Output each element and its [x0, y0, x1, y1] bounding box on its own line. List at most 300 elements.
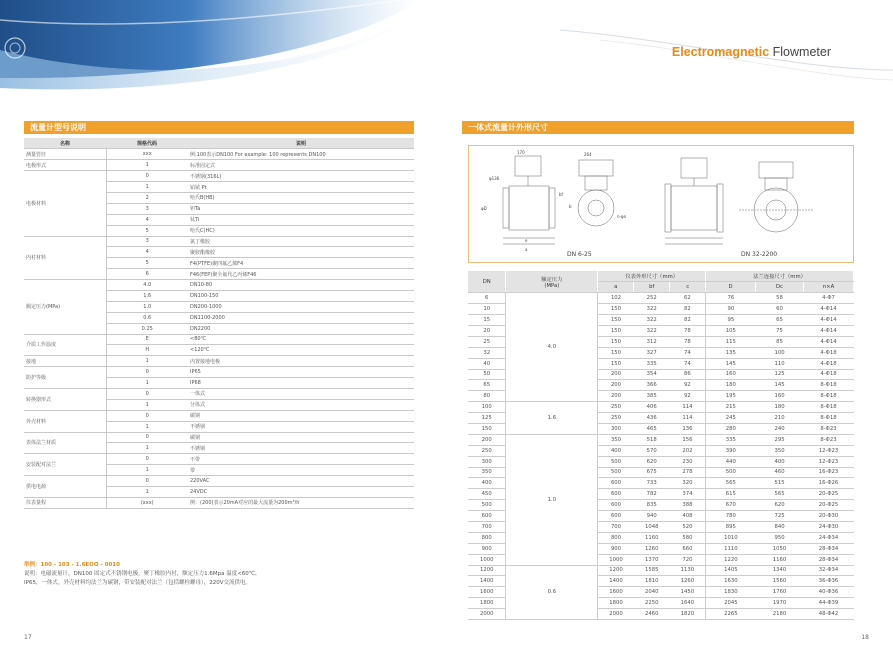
- spec-description: IP68: [188, 378, 414, 389]
- spec-description: 哈氏B(HB): [188, 192, 414, 203]
- Dc-cell: 60: [756, 304, 804, 315]
- spec-description: 不锈钢(316L): [188, 171, 414, 182]
- dim-label-e: e: [525, 238, 528, 243]
- spec-code: 1: [106, 160, 188, 171]
- D-cell: 1405: [706, 565, 756, 576]
- table-row: [24, 280, 414, 291]
- dim-label-264: 264: [584, 152, 592, 157]
- nxa-cell: 12-Φ23: [803, 456, 853, 467]
- spec-code: 0: [106, 367, 188, 378]
- spec-description: 氯丁橡胶: [188, 236, 414, 247]
- D-cell: 390: [706, 445, 756, 456]
- D-cell: 95: [706, 315, 756, 326]
- bf-cell: 675: [634, 467, 670, 478]
- Dc-cell: 840: [756, 521, 804, 532]
- spec-code: 0: [106, 410, 188, 421]
- spec-code: 0: [106, 454, 188, 465]
- nxa-cell: 16-Φ23: [803, 467, 853, 478]
- pressure-cell: 1.0: [506, 434, 598, 565]
- header-a: a: [598, 282, 634, 293]
- spec-code: E: [106, 334, 188, 345]
- c-cell: 520: [670, 521, 706, 532]
- D-cell: 2265: [706, 609, 756, 620]
- spec-description: 钛Ti: [188, 214, 414, 225]
- bf-cell: 312: [634, 336, 670, 347]
- bf-cell: 940: [634, 511, 670, 522]
- a-cell: 1000: [598, 554, 634, 565]
- dn-cell: 900: [468, 543, 506, 554]
- a-cell: 200: [598, 369, 634, 380]
- c-cell: 278: [670, 467, 706, 478]
- header-D: D: [706, 282, 756, 293]
- c-cell: 1450: [670, 587, 706, 598]
- bf-cell: 322: [634, 315, 670, 326]
- dimension-drawing-panel: [468, 145, 854, 263]
- Dc-cell: 1160: [756, 554, 804, 565]
- model-code-table: [24, 138, 414, 509]
- D-cell: 76: [706, 293, 756, 304]
- a-cell: 200: [598, 391, 634, 402]
- c-cell: 1640: [670, 598, 706, 609]
- field-name: 测量管径: [24, 149, 106, 160]
- dn-cell: 600: [468, 511, 506, 522]
- field-name: 防护等级: [24, 367, 106, 389]
- field-name: 安装配对法兰: [24, 454, 106, 476]
- dn-cell: 100: [468, 402, 506, 413]
- table-row: [24, 497, 414, 508]
- pressure-cell: 4.0: [506, 293, 598, 402]
- bf-cell: 1048: [634, 521, 670, 532]
- spec-code: 4: [106, 214, 188, 225]
- dim-label-b: b: [569, 204, 572, 209]
- c-cell: 720: [670, 554, 706, 565]
- bf-cell: 733: [634, 478, 670, 489]
- D-cell: 1220: [706, 554, 756, 565]
- nxa-cell: 12-Φ23: [803, 445, 853, 456]
- table-row: [468, 402, 854, 413]
- spec-description: 不锈钢: [188, 443, 414, 454]
- c-cell: 136: [670, 423, 706, 434]
- dn-cell: 6: [468, 293, 506, 304]
- spec-description: 一体式: [188, 388, 414, 399]
- bf-cell: 322: [634, 325, 670, 336]
- header-nxa: n×A: [803, 282, 853, 293]
- Dc-cell: 75: [756, 325, 804, 336]
- dn-cell: 32: [468, 347, 506, 358]
- spec-code: 5: [106, 258, 188, 269]
- nxa-cell: 4-Φ18: [803, 358, 853, 369]
- a-cell: 1800: [598, 598, 634, 609]
- c-cell: 82: [670, 315, 706, 326]
- Dc-cell: 210: [756, 413, 804, 424]
- header-dn: DN: [468, 271, 506, 293]
- table-row: [24, 334, 414, 345]
- spec-description: F4(PTFE)聚四氟乙烯F4: [188, 258, 414, 269]
- D-cell: 670: [706, 500, 756, 511]
- D-cell: 215: [706, 402, 756, 413]
- spec-code: 0: [106, 432, 188, 443]
- dimension-table: [468, 271, 854, 620]
- a-cell: 800: [598, 532, 634, 543]
- D-cell: 145: [706, 358, 756, 369]
- brand-bold: Electromagnetic: [671, 45, 770, 59]
- nxa-cell: 4-Φ18: [803, 347, 853, 358]
- Dc-cell: 125: [756, 369, 804, 380]
- nxa-cell: 24-Φ30: [803, 521, 853, 532]
- spec-description: 碳钢: [188, 432, 414, 443]
- D-cell: 180: [706, 380, 756, 391]
- c-cell: 320: [670, 478, 706, 489]
- field-name: 供电电源: [24, 476, 106, 498]
- nxa-cell: 36-Φ36: [803, 576, 853, 587]
- bf-cell: 465: [634, 423, 670, 434]
- model-notes: [24, 561, 414, 588]
- spec-description: DN200-1000: [188, 301, 414, 312]
- bf-cell: 1260: [634, 543, 670, 554]
- dn-cell: 300: [468, 456, 506, 467]
- header-instrument-dims: 仪表外形尺寸（mm）: [598, 271, 706, 282]
- dn-cell: 1600: [468, 587, 506, 598]
- c-cell: 388: [670, 500, 706, 511]
- a-cell: 102: [598, 293, 634, 304]
- nxa-cell: 44-Φ39: [803, 598, 853, 609]
- D-cell: 245: [706, 413, 756, 424]
- spec-description: F46(FEP)聚全氟代乙丙烯F46: [188, 269, 414, 280]
- a-cell: 600: [598, 489, 634, 500]
- Dc-cell: 1560: [756, 576, 804, 587]
- spec-description: 不锈钢: [188, 421, 414, 432]
- spec-description: 例:100表示DN100 For example: 100 represents DN100: [188, 149, 414, 160]
- c-cell: 62: [670, 293, 706, 304]
- table-row: [24, 160, 414, 171]
- nxa-cell: 4-Φ14: [803, 336, 853, 347]
- spec-description: 分体式: [188, 399, 414, 410]
- bf-cell: 2040: [634, 587, 670, 598]
- note-line-1: 说明：电磁流量计，DN100 固定式不锈钢电极，聚丁橡胶内衬，额定压力1.6Mpa 温度<60℃，: [24, 571, 261, 577]
- field-name: 电极材料: [24, 171, 106, 236]
- nxa-cell: 28-Φ34: [803, 554, 853, 565]
- table-row: [24, 476, 414, 487]
- dim-label-n: n-φn: [617, 214, 627, 219]
- D-cell: 1830: [706, 587, 756, 598]
- spec-description: 铂铱 Pt: [188, 182, 414, 193]
- a-cell: 700: [598, 521, 634, 532]
- spec-description: 内置接地电极: [188, 356, 414, 367]
- a-cell: 900: [598, 543, 634, 554]
- Dc-cell: 65: [756, 315, 804, 326]
- a-cell: 150: [598, 358, 634, 369]
- spec-code: 6: [106, 269, 188, 280]
- c-cell: 230: [670, 456, 706, 467]
- D-cell: 1010: [706, 532, 756, 543]
- table-row: [24, 432, 414, 443]
- spec-code: 0.25: [106, 323, 188, 334]
- c-cell: 74: [670, 347, 706, 358]
- spec-description: 标准固定式: [188, 160, 414, 171]
- Dc-cell: 460: [756, 467, 804, 478]
- dn-cell: 25: [468, 336, 506, 347]
- dn-cell: 20: [468, 325, 506, 336]
- table-row: [24, 171, 414, 182]
- spec-description: <80℃: [188, 334, 414, 345]
- a-cell: 150: [598, 315, 634, 326]
- spec-description: 聚胺酯橡胶: [188, 247, 414, 258]
- nxa-cell: 4-Φ14: [803, 325, 853, 336]
- Dc-cell: 100: [756, 347, 804, 358]
- D-cell: 335: [706, 434, 756, 445]
- nxa-cell: 4-Φ14: [803, 304, 853, 315]
- bf-cell: 835: [634, 500, 670, 511]
- spec-code: 1: [106, 421, 188, 432]
- Dc-cell: 58: [756, 293, 804, 304]
- a-cell: 600: [598, 478, 634, 489]
- dn-cell: 15: [468, 315, 506, 326]
- spec-description: 哈氏C(HC): [188, 225, 414, 236]
- Dc-cell: 725: [756, 511, 804, 522]
- dn-cell: 50: [468, 369, 506, 380]
- pressure-cell: 1.6: [506, 402, 598, 435]
- spec-description: DN10-80: [188, 280, 414, 291]
- bf-cell: 518: [634, 434, 670, 445]
- field-name: 额定压力(MPa): [24, 280, 106, 334]
- a-cell: 500: [598, 467, 634, 478]
- c-cell: 1820: [670, 609, 706, 620]
- a-cell: 500: [598, 456, 634, 467]
- header-code: 规格代码: [106, 138, 188, 149]
- nxa-cell: 4-Φ14: [803, 315, 853, 326]
- spec-code: 1.6: [106, 290, 188, 301]
- spec-code: 1: [106, 356, 188, 367]
- dn-cell: 200: [468, 434, 506, 445]
- Dc-cell: 350: [756, 445, 804, 456]
- dn-cell: 40: [468, 358, 506, 369]
- table-row: [468, 293, 854, 304]
- bf-cell: 2460: [634, 609, 670, 620]
- field-name: 表体法兰材质: [24, 432, 106, 454]
- spec-code: 1: [106, 378, 188, 389]
- field-name: 外壳材料: [24, 410, 106, 432]
- bf-cell: 252: [634, 293, 670, 304]
- dim-label-170: 170: [517, 150, 525, 155]
- spec-code: 1: [106, 399, 188, 410]
- nxa-cell: 8-Φ23: [803, 423, 853, 434]
- table-row: [24, 454, 414, 465]
- pressure-cell: 0.6: [506, 565, 598, 619]
- nxa-cell: 8-Φ18: [803, 413, 853, 424]
- bf-cell: 385: [634, 391, 670, 402]
- a-cell: 350: [598, 434, 634, 445]
- bf-cell: 322: [634, 304, 670, 315]
- bf-cell: 782: [634, 489, 670, 500]
- page-number-left: 17: [24, 634, 32, 641]
- dn-cell: 2000: [468, 609, 506, 620]
- table-row: [24, 149, 414, 160]
- a-cell: 150: [598, 347, 634, 358]
- field-name: 仪表量程: [24, 497, 106, 508]
- nxa-cell: 4-Φ18: [803, 369, 853, 380]
- nxa-cell: 8-Φ23: [803, 434, 853, 445]
- bf-cell: 1160: [634, 532, 670, 543]
- c-cell: 1130: [670, 565, 706, 576]
- table-header-row: [24, 138, 414, 149]
- c-cell: 78: [670, 325, 706, 336]
- table-row: [24, 388, 414, 399]
- spec-code: 1: [106, 465, 188, 476]
- spec-code: 0: [106, 476, 188, 487]
- Dc-cell: 85: [756, 336, 804, 347]
- table-row: [24, 367, 414, 378]
- D-cell: 160: [706, 369, 756, 380]
- dim-label-136: φ136: [489, 176, 500, 181]
- a-cell: 600: [598, 511, 634, 522]
- Dc-cell: 110: [756, 358, 804, 369]
- D-cell: 1630: [706, 576, 756, 587]
- table-header-row: [468, 271, 854, 282]
- field-name: 电极形式: [24, 160, 106, 171]
- dn-cell: 65: [468, 380, 506, 391]
- D-cell: 440: [706, 456, 756, 467]
- spec-description: 钽Ta: [188, 203, 414, 214]
- nxa-cell: 20-Φ30: [803, 511, 853, 522]
- Dc-cell: 160: [756, 391, 804, 402]
- D-cell: 115: [706, 336, 756, 347]
- table-row: [24, 236, 414, 247]
- spec-code: 4.0: [106, 280, 188, 291]
- spec-code: 1: [106, 443, 188, 454]
- D-cell: 90: [706, 304, 756, 315]
- D-cell: 500: [706, 467, 756, 478]
- a-cell: 150: [598, 336, 634, 347]
- a-cell: 2000: [598, 609, 634, 620]
- dn-cell: 250: [468, 445, 506, 456]
- Dc-cell: 400: [756, 456, 804, 467]
- Dc-cell: 565: [756, 489, 804, 500]
- D-cell: 2045: [706, 598, 756, 609]
- Dc-cell: 1050: [756, 543, 804, 554]
- Dc-cell: 295: [756, 434, 804, 445]
- c-cell: 408: [670, 511, 706, 522]
- field-name: 转换器形式: [24, 388, 106, 410]
- Dc-cell: 950: [756, 532, 804, 543]
- c-cell: 202: [670, 445, 706, 456]
- bf-cell: 1810: [634, 576, 670, 587]
- c-cell: 374: [670, 489, 706, 500]
- dn-cell: 700: [468, 521, 506, 532]
- field-name: 接地: [24, 356, 106, 367]
- c-cell: 78: [670, 336, 706, 347]
- spec-description: 带: [188, 465, 414, 476]
- a-cell: 200: [598, 380, 634, 391]
- D-cell: 565: [706, 478, 756, 489]
- spec-description: 碳钢: [188, 410, 414, 421]
- Dc-cell: 2180: [756, 609, 804, 620]
- dn-cell: 1200: [468, 565, 506, 576]
- spec-code: 0: [106, 171, 188, 182]
- D-cell: 105: [706, 325, 756, 336]
- spec-code: 1.0: [106, 301, 188, 312]
- note-line-2: IP65，一体式，外壳材料均法兰为碳钢，带安装配对法兰（包括螺栓螺母），220V交流供电。: [24, 580, 251, 586]
- bf-cell: 327: [634, 347, 670, 358]
- example-code: 举例：100 - 103 - 1.6EOO - 0010: [24, 562, 120, 568]
- spec-description: 24VDC: [188, 487, 414, 498]
- nxa-cell: 32-Φ34: [803, 565, 853, 576]
- nxa-cell: 8-Φ18: [803, 380, 853, 391]
- dn-cell: 1800: [468, 598, 506, 609]
- brand-title: [672, 45, 831, 59]
- dim-label-bf: bf: [559, 192, 563, 197]
- nxa-cell: 20-Φ25: [803, 500, 853, 511]
- header-name: 名称: [24, 138, 106, 149]
- spec-code: 5: [106, 225, 188, 236]
- dim-label-phiD: φD: [481, 206, 487, 211]
- model-section-title: 流量计型号说明: [24, 121, 414, 134]
- caption-dn-6-25: DN 6-25: [567, 251, 592, 258]
- spec-description: 例：(200)表示20mA对应的最大流量为200m³/h: [188, 497, 414, 508]
- dn-cell: 10: [468, 304, 506, 315]
- nxa-cell: 8-Φ18: [803, 402, 853, 413]
- spec-code: 4: [106, 247, 188, 258]
- nxa-cell: 4-Φ7: [803, 293, 853, 304]
- bf-cell: 1370: [634, 554, 670, 565]
- dn-cell: 800: [468, 532, 506, 543]
- D-cell: 780: [706, 511, 756, 522]
- nxa-cell: 8-Φ18: [803, 391, 853, 402]
- c-cell: 114: [670, 413, 706, 424]
- dn-cell: 125: [468, 413, 506, 424]
- a-cell: 250: [598, 402, 634, 413]
- nxa-cell: 16-Φ26: [803, 478, 853, 489]
- D-cell: 280: [706, 423, 756, 434]
- c-cell: 86: [670, 369, 706, 380]
- bf-cell: 2250: [634, 598, 670, 609]
- c-cell: 1260: [670, 576, 706, 587]
- dimension-section-title: 一体式流量计外形尺寸: [462, 121, 854, 134]
- spec-code: (xxx): [106, 497, 188, 508]
- header-c: c: [670, 282, 706, 293]
- a-cell: 300: [598, 423, 634, 434]
- a-cell: 250: [598, 413, 634, 424]
- header-pressure-label: 额定压力: [541, 276, 563, 283]
- D-cell: 195: [706, 391, 756, 402]
- spec-code: xxx: [106, 149, 188, 160]
- c-cell: 92: [670, 391, 706, 402]
- spec-description: <120℃: [188, 345, 414, 356]
- header-Dc: Dc: [756, 282, 804, 293]
- c-cell: 660: [670, 543, 706, 554]
- brand-rest: Flowmeter: [769, 45, 831, 59]
- dn-cell: 150: [468, 423, 506, 434]
- c-cell: 92: [670, 380, 706, 391]
- Dc-cell: 1970: [756, 598, 804, 609]
- bf-cell: 620: [634, 456, 670, 467]
- dn-cell: 1400: [468, 576, 506, 587]
- field-name: 介质工作温度: [24, 334, 106, 356]
- c-cell: 580: [670, 532, 706, 543]
- a-cell: 400: [598, 445, 634, 456]
- spec-code: 3: [106, 203, 188, 214]
- nxa-cell: 24-Φ34: [803, 532, 853, 543]
- spec-description: DN2200: [188, 323, 414, 334]
- dn-cell: 350: [468, 467, 506, 478]
- Dc-cell: 620: [756, 500, 804, 511]
- Dc-cell: 240: [756, 423, 804, 434]
- dn-cell: 500: [468, 500, 506, 511]
- bf-cell: 1585: [634, 565, 670, 576]
- spec-code: 1: [106, 487, 188, 498]
- nxa-cell: 28-Φ34: [803, 543, 853, 554]
- nxa-cell: 40-Φ36: [803, 587, 853, 598]
- a-cell: 150: [598, 304, 634, 315]
